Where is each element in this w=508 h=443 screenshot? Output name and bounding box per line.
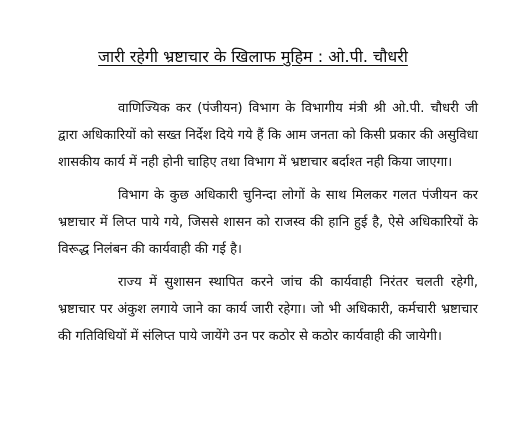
document-title: जारी रहेगी भ्रष्टाचार के खिलाफ मुहिम : ओ.पी. चौधरी: [98, 47, 408, 66]
paragraph-2: विभाग के कुछ अधिकारी चुनिन्दा लोगों के साथ मिलकर गलत पंजीयन कर भ्रष्टाचार में लिप्त पाये गये, जिससे शासन को राजस्व की हानि हुई है, ऐसे अधिकारियों के विरूद्ध निलंबन की कार्यवाही की गई है।: [58, 188, 478, 257]
paragraph-3: राज्य में सुशासन स्थापित करने जांच की कार्यवाही निरंतर चलती रहेगी, भ्रष्टाचार पर अंकुश लगाये जाने का कार्य जारी रहेगा। जो भी अधिकारी, कर्मचारी भ्रष्टाचार की गतिविधियों में संलिप्त पाये जायेंगे उन पर कठोर से कठोर कार्यवाही की जायेगी।: [58, 275, 478, 344]
paragraph-1: वाणिज्यिक कर (पंजीयन) विभाग के विभागीय मंत्री श्री ओ.पी. चौधरी जी द्वारा अधिकारियों को सख्त निर्देश दिये गये हैं कि आम जनता को किसी प्रकार की असुविधा शासकीय कार्य में नही होनी चाहिए तथा विभाग में भ्रष्टाचार बर्दाश्त नही किया जाएगा।: [58, 101, 478, 170]
